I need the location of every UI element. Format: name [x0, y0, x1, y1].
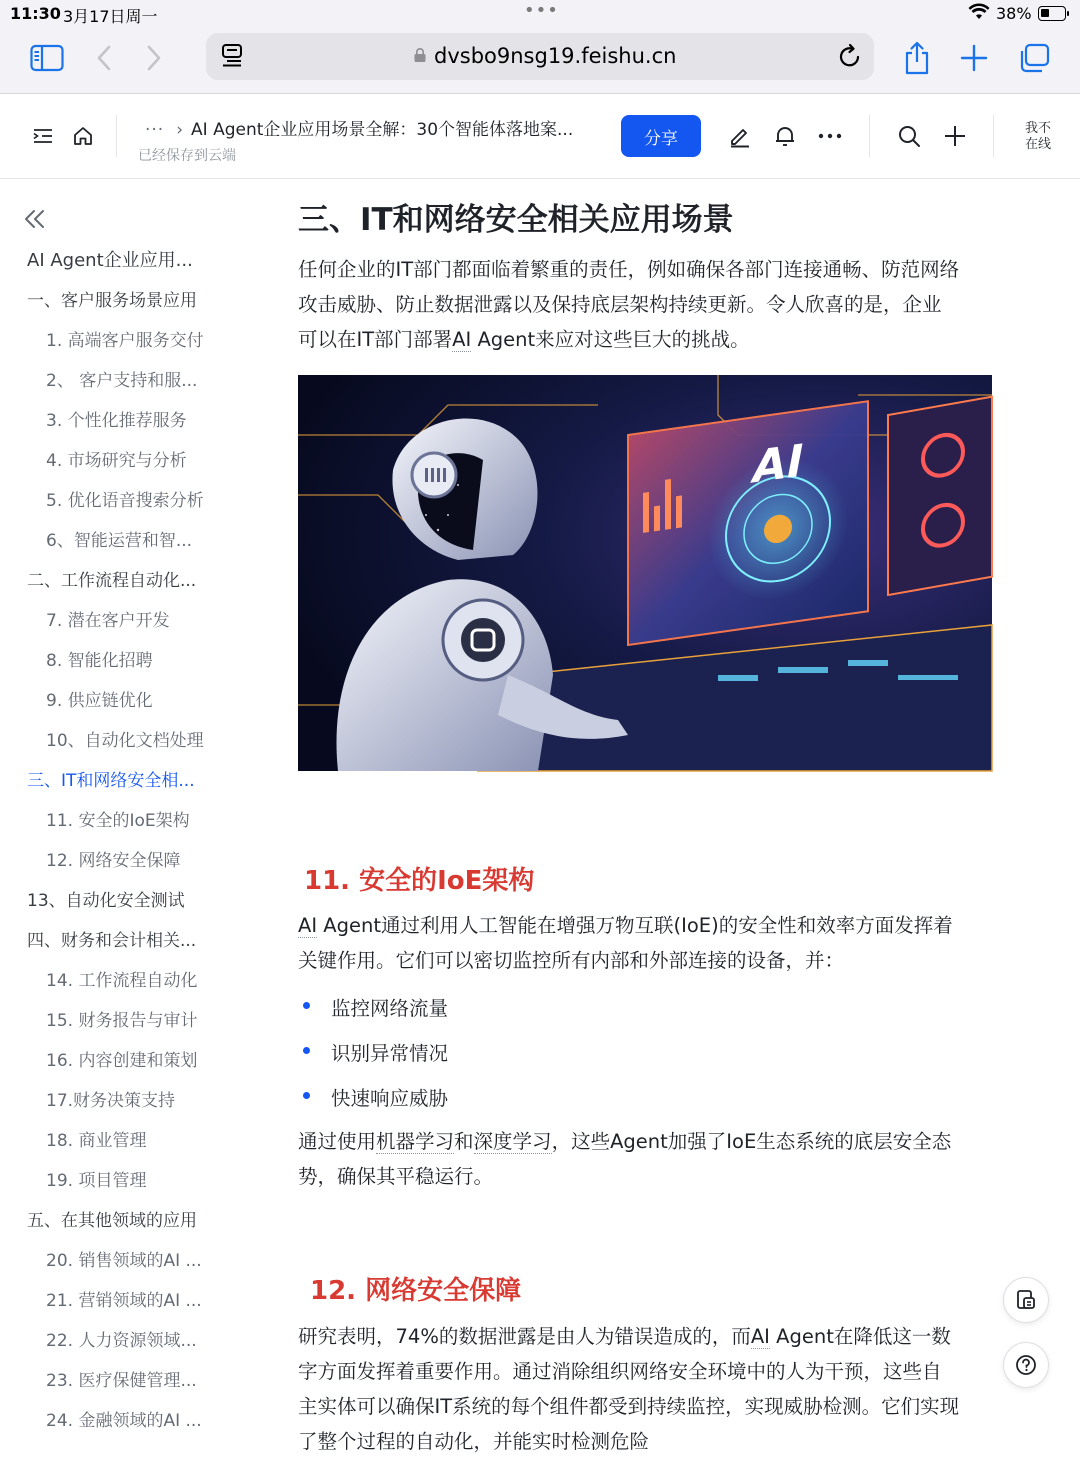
outline-item[interactable]: 21. 营销领域的AI ... — [46, 1291, 202, 1311]
outline-item[interactable]: 24. 金融领域的AI ... — [46, 1411, 202, 1431]
paragraph-11b-text: 和 — [454, 1130, 474, 1153]
multitask-dots-icon[interactable]: ••• — [524, 0, 559, 21]
online-status-line1: 我不 — [1024, 121, 1051, 136]
outline-item[interactable]: 22. 人力资源领域... — [46, 1331, 197, 1351]
doc-header — [0, 95, 1080, 179]
forward-icon[interactable] — [132, 38, 176, 78]
search-icon[interactable] — [894, 121, 924, 151]
paragraph-12-line-1 — [298, 1319, 998, 1354]
more-icon[interactable] — [815, 121, 845, 151]
lock-icon — [414, 47, 426, 61]
intro-paragraph — [298, 252, 998, 357]
paragraph-11-line-2: 关键作用。它们可以密切监控所有内部和外部连接的设备，并： — [298, 949, 845, 972]
outline-item[interactable]: 11. 安全的IoE架构 — [46, 811, 190, 831]
bullet-dot-icon — [303, 1002, 310, 1009]
outline-item[interactable]: 19. 项目管理 — [46, 1171, 147, 1191]
list-item-text: 监控网络流量 — [331, 997, 449, 1020]
outline-item[interactable]: 7. 潜在客户开发 — [46, 611, 170, 631]
outline-item[interactable]: 12. 网络安全保障 — [46, 851, 181, 871]
list-item-text: 快速响应威胁 — [331, 1087, 449, 1110]
paragraph-11b — [298, 1124, 998, 1194]
outline-sidebar — [0, 180, 260, 1440]
collapse-outline-icon[interactable] — [22, 206, 48, 232]
outline-item[interactable]: 18. 商业管理 — [46, 1131, 147, 1151]
intro-line-1: 任何企业的IT部门都面临着繁重的责任，例如确保各部门连接通畅、防范网络 — [298, 258, 960, 281]
online-status-line2: 在线 — [1024, 137, 1051, 152]
online-status-toggle[interactable] — [1021, 121, 1055, 153]
outline-item[interactable]: 20. 销售领域的AI ... — [46, 1251, 202, 1271]
outline-item[interactable]: 五、在其他领域的应用 — [27, 1211, 197, 1231]
paragraph-12-line-3: 主实体可以确保IT系统的每个组件都受到持续监控，实现威胁检测。它们实现 — [298, 1395, 960, 1418]
outline-item[interactable]: 一、客户服务场景应用 — [27, 291, 197, 311]
intro-line-2: 攻击威胁、防止数据泄露以及保持底层架构持续更新。令人欣喜的是，企业 — [298, 293, 942, 316]
outline-item[interactable]: 1. 高端客户服务交付 — [46, 331, 204, 351]
sidebar-toggle-icon[interactable] — [25, 38, 69, 78]
reload-icon[interactable] — [838, 43, 862, 73]
bullet-dot-icon — [303, 1047, 310, 1054]
save-status: 已经保存到云端 — [138, 148, 236, 164]
outline-item[interactable]: 三、IT和网络安全相... — [27, 771, 195, 791]
bullet-dot-icon — [303, 1092, 310, 1099]
status-date: 3月17日周一 — [63, 7, 158, 26]
outline-item[interactable]: 9. 供应链优化 — [46, 691, 153, 711]
battery-level — [1041, 9, 1049, 17]
share-button[interactable]: 分享 — [621, 115, 701, 157]
home-icon[interactable] — [68, 121, 98, 151]
paragraph-12 — [298, 1319, 998, 1459]
paragraph-11 — [298, 908, 998, 978]
battery-icon — [1038, 6, 1066, 21]
paragraph-11-line-1 — [298, 908, 998, 943]
outline-item[interactable]: 14. 工作流程自动化 — [46, 971, 198, 991]
status-time: 11:30 — [10, 4, 61, 23]
outline-item[interactable]: 3. 个性化推荐服务 — [46, 411, 187, 431]
subheading-12: 12. 网络安全保障 — [310, 1276, 522, 1306]
help-button[interactable] — [1003, 1342, 1049, 1388]
chevron-right-icon: › — [176, 120, 184, 140]
outline-item[interactable]: 8. 智能化招聘 — [46, 651, 153, 671]
intro-line-3a: 可以在IT部门部署 — [298, 328, 453, 351]
outline-item[interactable]: 5. 优化语音搜索分析 — [46, 491, 204, 511]
back-icon[interactable] — [82, 38, 126, 78]
svg-text:AI: AI — [753, 435, 804, 494]
url-text: dvsbo9nsg19.feishu.cn — [434, 44, 677, 68]
breadcrumb-more[interactable]: ··· — [145, 120, 165, 140]
browser-toolbar — [0, 28, 1080, 94]
add-icon[interactable] — [940, 121, 970, 151]
outline-toggle-icon[interactable] — [28, 121, 58, 151]
breadcrumb[interactable] — [145, 115, 573, 140]
section-heading: 三、IT和网络安全相关应用场景 — [298, 202, 734, 238]
paragraph-11b-line-1 — [298, 1124, 998, 1159]
term-link[interactable]: AI — [298, 914, 318, 937]
paragraph-12-line-4: 了整个过程的自动化，并能实时检测危险 — [298, 1430, 650, 1453]
tabs-overview-icon[interactable] — [1012, 38, 1056, 78]
outline-item[interactable]: 6、智能运营和智... — [46, 531, 193, 551]
subheading-11: 11. 安全的IoE架构 — [304, 866, 535, 896]
header-divider — [993, 115, 994, 157]
robot-hero-image[interactable] — [298, 375, 992, 771]
header-divider — [869, 115, 870, 157]
outline-item[interactable]: 17.财务决策支持 — [46, 1091, 176, 1111]
intro-line-3c: Agent来应对这些巨大的挑战。 — [471, 328, 750, 351]
wifi-icon — [968, 3, 990, 25]
outline-item[interactable]: 23. 医疗保健管理... — [46, 1371, 197, 1391]
edit-icon[interactable] — [725, 121, 755, 151]
term-link-ml[interactable]: 机器学习 — [376, 1130, 455, 1153]
share-sheet-icon[interactable] — [895, 38, 939, 78]
intro-line-3 — [298, 322, 998, 357]
outline-doc-title[interactable]: AI Agent企业应用... — [27, 250, 193, 271]
term-link[interactable]: AI — [750, 1325, 770, 1348]
new-tab-icon[interactable] — [952, 38, 996, 78]
status-bar — [0, 0, 1080, 28]
outline-item[interactable]: 2、 客户支持和服... — [46, 371, 198, 391]
term-link-dl[interactable]: 深度学习 — [473, 1130, 552, 1153]
paragraph-11b-text: 通过使用 — [298, 1130, 377, 1153]
outline-item[interactable]: 4. 市场研究与分析 — [46, 451, 187, 471]
reader-mode-icon[interactable] — [220, 43, 244, 73]
outline-item[interactable]: 15. 财务报告与审计 — [46, 1011, 198, 1031]
term-link[interactable]: AI — [452, 328, 472, 351]
outline-item[interactable]: 四、财务和会计相关... — [27, 931, 197, 951]
outline-item[interactable]: 二、工作流程自动化... — [27, 571, 197, 591]
paragraph-11b-line-2: 势，确保其平稳运行。 — [298, 1165, 494, 1188]
breadcrumb-title[interactable]: AI Agent企业应用场景全解：30个智能体落地案... — [191, 120, 574, 140]
address-bar[interactable] — [206, 33, 874, 80]
paragraph-12-line-2: 字方面发挥着重要作用。通过消除组织网络安全环境中的人为干预，这些自 — [298, 1360, 942, 1383]
header-divider — [116, 115, 117, 157]
paragraph-12-text: 研究表明，74%的数据泄露是由人为错误造成的，而 — [298, 1325, 751, 1348]
battery-percent: 38% — [996, 4, 1032, 23]
notification-bell-icon[interactable] — [770, 121, 800, 151]
outline-item[interactable]: 10、自动化文档处理 — [46, 731, 204, 751]
paragraph-11b-text: ，这些Agent加强了IoE生态系统的底层安全态 — [551, 1130, 952, 1153]
outline-item[interactable]: 13、自动化安全测试 — [27, 891, 185, 911]
paragraph-11-line-1b: Agent通过利用人工智能在增强万物互联(IoE)的安全性和效率方面发挥着 — [317, 914, 953, 937]
list-item-text: 识别异常情况 — [331, 1042, 449, 1065]
paragraph-12-text: Agent在降低这一数 — [769, 1325, 951, 1348]
comment-panel-button[interactable] — [1003, 1277, 1049, 1323]
outline-item[interactable]: 16. 内容创建和策划 — [46, 1051, 198, 1071]
